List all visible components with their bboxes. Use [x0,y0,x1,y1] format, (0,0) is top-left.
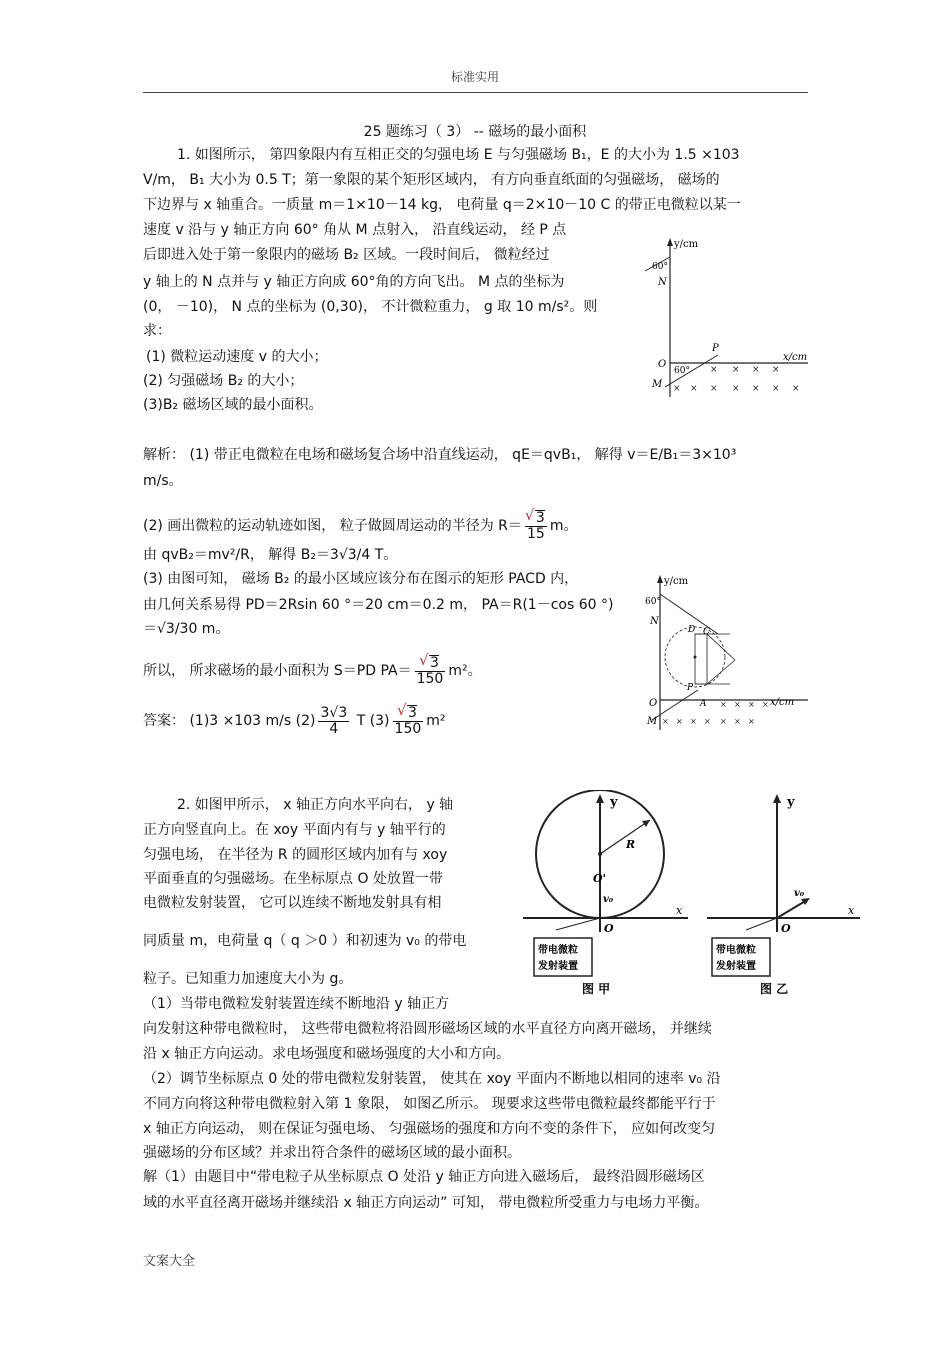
q1-line-8: 求： [143,323,171,339]
figure-3 [518,790,698,1000]
fig3-label-o: O [604,922,614,935]
q2-line-5: 电微粒发射装置， 它可以连续不断地发射具有相 [143,895,442,911]
svg-text:×: × [734,700,741,709]
q2-line-6: 同质量 m，电荷量 q（ q ＞0 ）和初速为 v₀ 的带电 [143,933,467,949]
fig1-x-label: x/cm [783,352,808,363]
fig1-label-n: N [658,277,667,288]
figure-2 [640,572,810,732]
figure-4 [702,790,867,1000]
fig3-y-label: y [610,795,618,810]
fig4-x-label: x [848,904,855,917]
fig3-x-label: x [676,904,683,917]
fig2-angle: 60° [645,597,661,607]
page-footer: 文案大全 [143,1254,196,1269]
a1-line-8: 所以， 所求磁场的最小面积为 S＝PD PA＝ √ $\frac{3}{150}$ m²。 [143,655,482,687]
svg-text:×: × [772,365,780,375]
q1-line-2: V/m， B₁ 大小为 0.5 T；第一象限的某个矩形区域内， 有方向垂直纸面的匀强磁场， 磁场的 [143,172,720,188]
q2-line-11: （2）调节坐标原点 0 处的带电微粒发射装置， 使其在 xoy 平面内不断地以相同的速率 v₀ 沿 [143,1071,721,1087]
svg-text:×: × [704,717,711,726]
svg-text:×: × [676,717,683,726]
svg-text:×: × [690,384,698,394]
fig4-device-l1: 带电微粒 [716,945,756,956]
fig3-device-l2: 发射装置 [538,961,578,972]
a1-line-1: 解析： (1) 带正电微粒在电场和磁场复合场中沿直线运动， qE＝qvB₁， 解得 v＝E/B₁＝3×10³ [143,447,737,463]
q1-sub-3: (3)B₂ 磁场区域的最小面积。 [143,397,323,413]
fig2-label-n: N [650,616,659,627]
page-header: 标准实用 [450,70,499,84]
fig4-label-v: v₀ [794,888,805,899]
svg-text:×: × [792,384,800,394]
fig3-label-v: v₀ [603,894,614,905]
page-title: 25 题练习（ 3） -- 磁场的最小面积 [363,124,587,140]
q1-sub-1: (1) 微粒运动速度 v 的大小； [146,349,328,365]
svg-text:×: × [710,384,718,394]
q2-line-7: 粒子。已知重力加速度大小为 g。 [143,971,353,987]
svg-text:×: × [748,717,755,726]
fig2-label-o: O [649,698,658,709]
q1-line-1: 1. 如图所示， 第四象限内有互相正交的匀强电场 E 与匀强磁场 B₁，E 的大小为 1.5 ×103 [177,147,740,163]
fig2-label-m: M [647,716,658,727]
q2-line-15: 解（1）由题目中“带电粒子从坐标原点 O 处沿 y 轴正方向进入磁场后， 最终沿圆形磁场区 [143,1169,705,1185]
svg-text:×: × [662,717,669,726]
svg-text:×: × [732,365,740,375]
q2-line-13: x 轴正方向运动， 则在保证匀强电场、 匀强磁场的强度和方向不变的条件下， 应如何改变匀 [143,1121,716,1137]
q1-line-7: (0， －10)， N 点的坐标为 (0,30)， 不计微粒重力， g 取 10 m/s²。则 [143,299,598,315]
fig2-x-label: x/cm [770,697,795,708]
fig2-label-c: C [703,627,710,637]
svg-text:×: × [673,384,681,394]
q2-line-3: 匀强电场， 在半径为 R 的圆形区域内加有与 xoy [143,847,448,863]
fig3-label-o-prime: O' [593,872,606,885]
svg-text:×: × [752,365,760,375]
svg-text:×: × [762,700,769,709]
q2-line-1: 2. 如图甲所示， x 轴正方向水平向右， y 轴 [177,797,454,813]
q1-line-4: 速度 v 沿与 y 轴正方向 60° 角从 M 点射入， 沿直线运动， 经 P 点 [143,222,567,238]
fig3-caption: 图 甲 [582,982,611,996]
svg-text:×: × [748,700,755,709]
fig1-label-o: O [658,359,667,370]
fig1-label-m: M [652,379,663,390]
svg-text:×: × [720,700,727,709]
fig2-label-p: P [687,683,694,693]
fig1-y-label: y/cm [674,239,699,250]
fig4-label-o: O [781,922,791,935]
fig2-field-crosses [662,700,769,726]
svg-text:×: × [732,384,740,394]
fig1-angle: 60° [652,262,668,272]
svg-text:×: × [734,717,741,726]
fig1-angle-2: 60° [674,366,690,376]
fig3-label-r: R [626,838,636,851]
svg-text:×: × [690,717,697,726]
svg-text:×: × [752,384,760,394]
q2-line-8: （1）当带电微粒发射装置连续不断地沿 y 轴正方 [143,996,450,1012]
a1-line-2: m/s。 [143,473,183,489]
a1-line-3: (2) 画出微粒的运动轨迹如图， 粒子做圆周运动的半径为 R＝ √ $\frac{3}{15}$ m。 [143,510,577,542]
fig1-label-p: P [712,343,719,354]
a1-line-4: 由 qvB₂＝mv²/R， 解得 B₂＝3√3/4 T。 [143,547,398,563]
a1-line-5: (3) 由图可知， 磁场 B₂ 的最小区域应该分布在图示的矩形 PACD 内， [143,571,579,587]
q2-line-10: 沿 x 轴正方向运动。求电场强度和磁场强度的大小和方向。 [143,1046,511,1062]
figure-1 [640,235,810,400]
q2-line-9: 向发射这种带电微粒时， 这些带电微粒将沿圆形磁场区域的水平直径方向离开磁场， 并继续 [143,1021,712,1037]
a1-answer: 答案： (1)3 ×103 m/s (2) $\frac{3√3}{4}$ T (3) √ $\frac{3}{150}$ m² [143,705,446,737]
q1-line-5: 后即进入处于第一象限内的磁场 B₂ 区域。一段时间后， 微粒经过 [143,247,550,263]
q2-line-16: 域的水平直径离开磁场并继续沿 x 轴正方向运动” 可知， 带电微粒所受重力与电场力平衡。 [143,1195,709,1211]
fig1-field-crosses [673,365,800,394]
q2-line-12: 不同方向将这种带电微粒射入第 1 象限， 如图乙所示。 现要求这些带电微粒最终都能平行于 [143,1096,716,1112]
q2-line-14: 强磁场的分布区域？并求出符合条件的磁场区域的最小面积。 [143,1145,521,1161]
fig4-y-label: y [787,795,795,810]
q1-line-3: 下边界与 x 轴重合。一质量 m＝1×10－14 kg， 电荷量 q＝2×10－10 C 的带正电微粒以某一 [143,197,741,213]
a1-line-7: ＝√3/30 m。 [143,621,230,637]
a1-line-6: 由几何关系易得 PD＝2Rsin 60 °＝20 cm＝0.2 m， PA＝R(1－cos 60 °) [143,597,614,613]
svg-text:×: × [772,384,780,394]
fig2-label-a: A [700,699,707,709]
svg-text:×: × [720,717,727,726]
q2-line-4: 平面垂直的匀强磁场。在坐标原点 O 处放置一带 [143,871,443,887]
fig2-label-d: D [688,625,696,635]
fig4-device-l2: 发射装置 [716,961,756,972]
q1-line-6: y 轴上的 N 点并与 y 轴正方向成 60°角的方向飞出。 M 点的坐标为 [143,274,565,290]
fig2-y-label: y/cm [664,576,689,587]
q1-sub-2: (2) 匀强磁场 B₂ 的大小； [143,373,304,389]
q2-line-2: 正方向竖直向上。在 xoy 平面内有与 y 轴平行的 [143,822,446,838]
fig3-device-l1: 带电微粒 [538,945,578,956]
fig4-caption: 图 乙 [760,982,789,996]
header-rule [143,92,808,93]
svg-text:×: × [710,365,718,375]
